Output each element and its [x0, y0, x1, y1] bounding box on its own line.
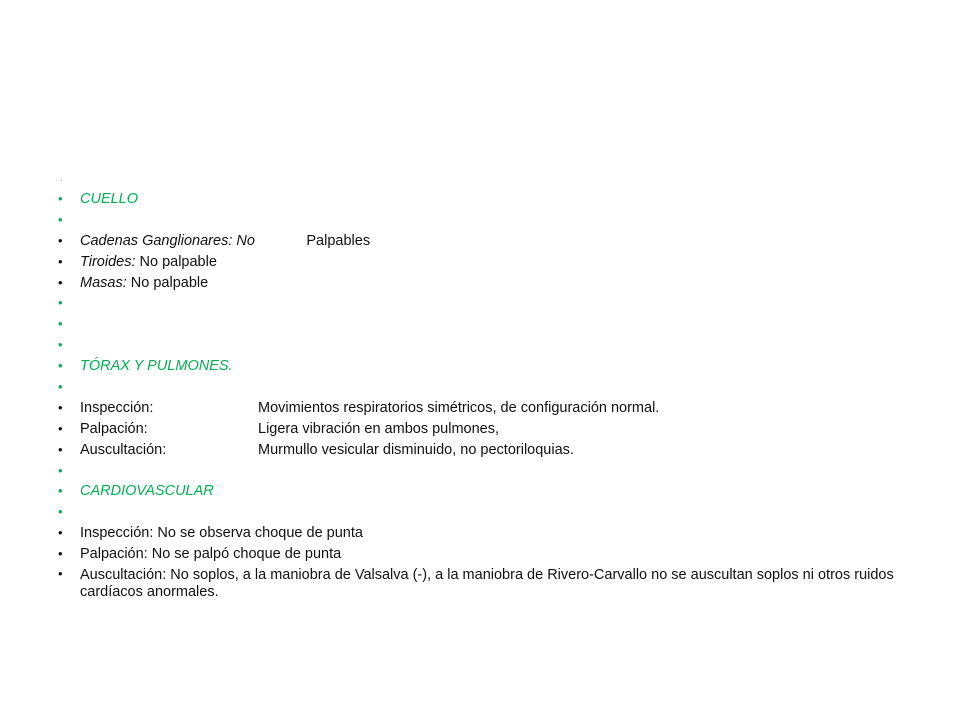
field-value: Palpables [306, 232, 371, 249]
list-item [58, 356, 898, 377]
bullet-icon: • [58, 546, 63, 562]
bullet-icon: • [58, 462, 63, 478]
field-label: Inspección: [80, 399, 154, 416]
bullet-icon: • [58, 399, 63, 415]
list-item [58, 502, 898, 523]
bullet-list [58, 189, 898, 601]
bullet-icon: • [58, 420, 63, 436]
list-item [58, 544, 898, 565]
list-item [58, 419, 898, 440]
list-item [58, 523, 898, 544]
field-value: No palpable [139, 253, 217, 270]
bullet-icon: • [58, 566, 63, 582]
section-heading: CARDIOVASCULAR [80, 483, 214, 500]
field-value: No [236, 232, 255, 249]
exam-text: Auscultación: No soplos, a la maniobra de Valsalva (-), a la maniobra de Rivero-Carvallo no se auscultan soplos ni otros ruidos cardíacos anormales. [80, 567, 894, 601]
bullet-icon: • [58, 232, 63, 248]
list-item [58, 565, 898, 601]
list-item [58, 461, 898, 482]
list-item [58, 314, 898, 335]
bullet-icon: • [58, 316, 63, 332]
bullet-icon: • [58, 337, 63, 353]
field-value: Murmullo vesicular disminuido, no pectoriloquias. [258, 441, 574, 458]
field-value: Movimientos respiratorios simétricos, de configuración normal. [258, 399, 660, 416]
list-item [58, 189, 898, 210]
bullet-icon: • [58, 441, 63, 457]
bullet-icon: • [58, 191, 63, 206]
field-label: Palpación: [80, 420, 148, 437]
list-item [58, 293, 898, 314]
exam-text: Palpación: No se palpó choque de punta [80, 546, 342, 563]
list-item [58, 481, 898, 502]
list-item [58, 440, 898, 461]
field-value: No palpable [130, 274, 209, 291]
bullet-icon: • [58, 504, 63, 520]
field-label: Auscultación: [80, 441, 167, 458]
list-item [58, 210, 898, 231]
field-label: Tiroides: [80, 253, 136, 270]
exam-text: Inspección: No se observa choque de punta [80, 525, 363, 542]
list-item [58, 398, 898, 419]
field-label: Masas: [80, 274, 127, 291]
field-value: Ligera vibración en ambos pulmones, [258, 420, 499, 437]
section-heading: TÓRAX Y PULMONES. [80, 358, 233, 375]
list-item [58, 273, 898, 294]
bullet-icon: • [58, 525, 63, 541]
bullet-icon: • [58, 379, 63, 395]
list-item [58, 377, 898, 398]
bullet-icon: • [58, 253, 63, 269]
bullet-icon: • [58, 358, 63, 374]
section-heading: CUELLO [80, 191, 139, 207]
bullet-icon: • [58, 211, 63, 227]
bullet-icon: • [58, 483, 63, 499]
lead-dot: · [60, 176, 63, 185]
list-item [58, 252, 898, 273]
bullet-icon: • [58, 295, 63, 311]
list-item [58, 335, 898, 356]
bullet-icon: • [58, 274, 63, 290]
list-item [58, 231, 898, 252]
field-label: Cadenas Ganglionares: [80, 232, 233, 249]
